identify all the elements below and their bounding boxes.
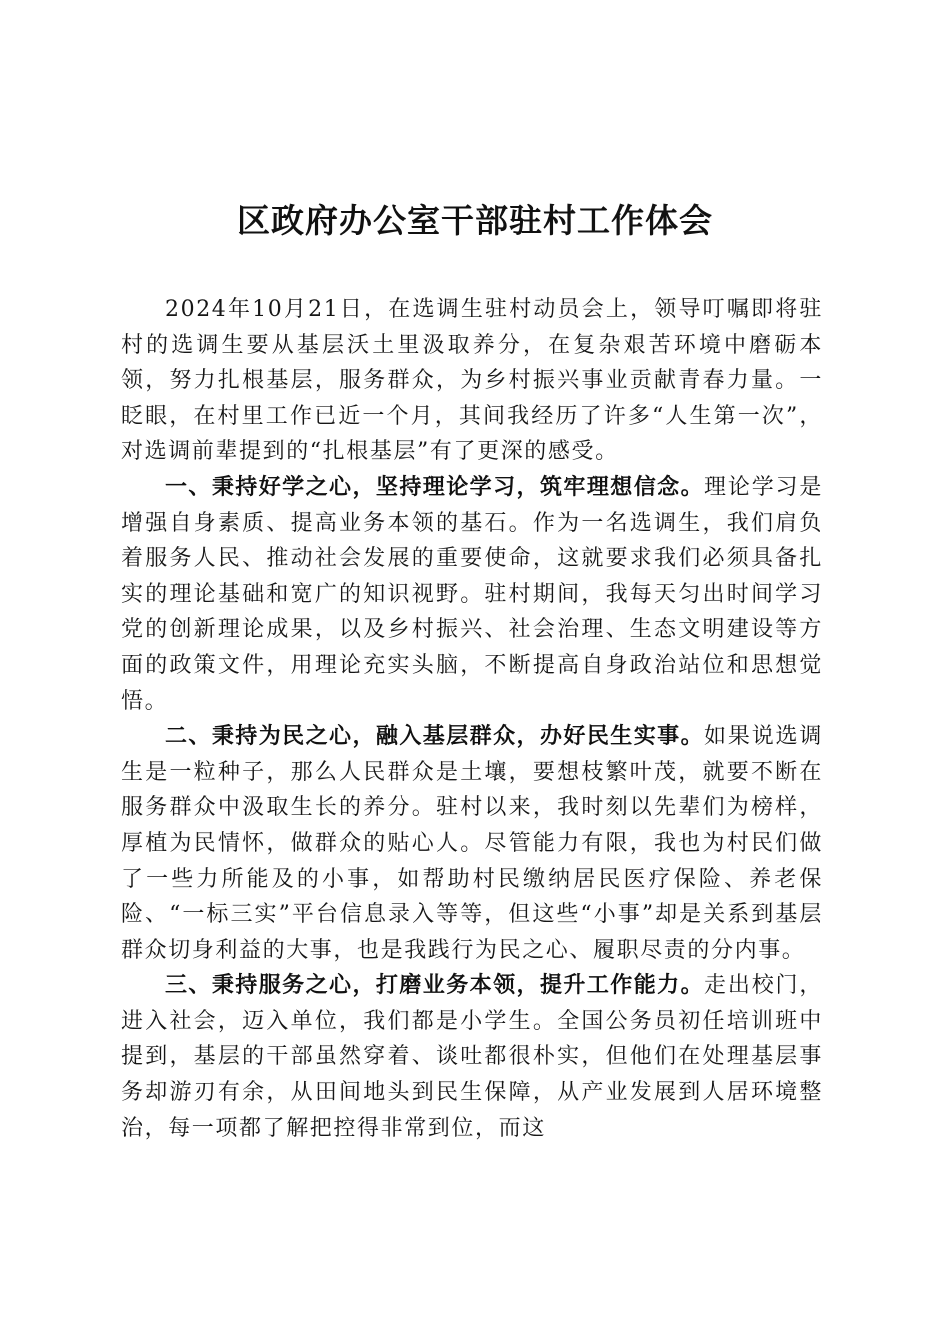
paragraph-intro: [121, 292, 823, 470]
paragraph-section-1: [121, 470, 823, 719]
paragraph-text: 2024年10月21日，在选调生驻村动员会上，领导叮嘱即将驻村的选调生要从基层沃土里汲取养分，在复杂艰苦环境中磨砺本领，努力扎根基层，服务群众，为乡村振兴事业贡献青春力量。一眨眼，在村里工作已近一个月，其间我经历了许多“人生第一次”，对选调前辈提到的“扎根基层”有了更深的感受。: [121, 297, 823, 465]
paragraph-text: 如果说选调生是一粒种子，那么人民群众是土壤，要想枝繁叶茂，就要不断在服务群众中汲取生长的养分。驻村以来，我时刻以先辈们为榜样，厚植为民情怀，做群众的贴心人。尽管能力有限，我也为村民们做了一些力所能及的小事，如帮助村民缴纳居民医疗保险、养老保险、“一标三实”平台信息录入等等，但这些“小事”却是关系到基层群众切身利益的大事，也是我践行为民之心、履职尽责的分内事。: [121, 724, 823, 963]
paragraph-section-2: [121, 719, 823, 968]
paragraph-section-3: [121, 968, 823, 1146]
section-heading-3: 三、秉持服务之心，打磨业务本领，提升工作能力。: [165, 973, 705, 999]
paragraph-text: 走出校门，进入社会，迈入单位，我们都是小学生。全国公务员初任培训班中提到，基层的干部虽然穿着、谈吐都很朴实，但他们在处理基层事务却游刃有余，从田间地头到民生保障，从产业发展到人居环境整治，每一项都了解把控得非常到位，而这: [121, 973, 823, 1141]
section-heading-2: 二、秉持为民之心，融入基层群众，办好民生实事。: [165, 724, 705, 750]
document-body: [121, 292, 823, 1146]
document-title: 区政府办公室干部驻村工作体会: [237, 201, 713, 240]
section-heading-1: 一、秉持好学之心，坚持理论学习，筑牢理想信念。: [165, 474, 705, 500]
paragraph-text: 理论学习是增强自身素质、提高业务本领的基石。作为一名选调生，我们肩负着服务人民、推动社会发展的重要使命，这就要求我们必须具备扎实的理论基础和宽广的知识视野。驻村期间，我每天匀出时间学习党的创新理论成果，以及乡村振兴、社会治理、生态文明建设等方面的政策文件，用理论充实头脑，不断提高自身政治站位和思想觉悟。: [121, 474, 823, 714]
